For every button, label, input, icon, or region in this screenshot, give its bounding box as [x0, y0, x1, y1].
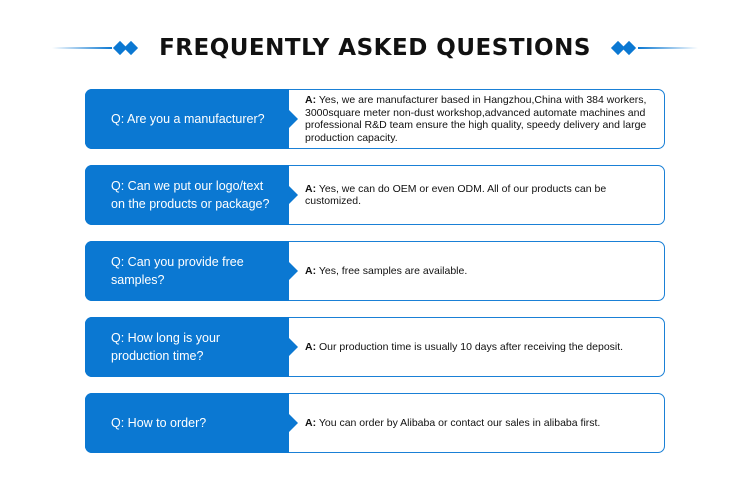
faq-question-text: Q: Can you provide free samples? — [111, 255, 244, 287]
faq-item-logo — [85, 165, 665, 225]
faq-question-text: Q: Can we put our logo/text on the products or package? — [111, 179, 270, 211]
faq-answer-label: A: — [305, 264, 317, 277]
faq-question — [85, 89, 289, 149]
faq-question-text: Q: Are you a manufacturer? — [111, 112, 265, 126]
faq-header — [0, 28, 750, 68]
faq-answer-label: A: — [305, 416, 317, 429]
faq-question — [85, 393, 289, 453]
faq-answer — [305, 394, 664, 452]
faq-item-production-time — [85, 317, 665, 377]
faq-list — [85, 89, 665, 469]
diamond-icon — [124, 41, 138, 55]
faq-answer — [305, 242, 664, 300]
faq-item-manufacturer — [85, 89, 665, 149]
left-diamond-ornament-icon — [114, 40, 140, 56]
faq-answer-text: Yes, we are manufacturer based in Hangzhou,China with 384 workers, 3000square meter non-dust workshop,advanced automate machines and professional R&D team ensure the high quality, speedy delivery and large production capacity. — [305, 94, 647, 144]
left-decorative-line — [52, 47, 112, 49]
faq-answer-label: A: — [305, 340, 317, 353]
faq-question-text: Q: How to order? — [111, 416, 207, 430]
faq-item-order — [85, 393, 665, 453]
right-diamond-ornament-icon — [612, 40, 638, 56]
page-title: FREQUENTLY ASKED QUESTIONS — [159, 35, 591, 61]
faq-answer-text: Yes, we can do OEM or even ODM. All of our products can be customized. — [305, 182, 607, 207]
faq-answer — [305, 318, 664, 376]
faq-question — [85, 241, 289, 301]
faq-answer-text: Our production time is usually 10 days after receiving the deposit. — [316, 340, 624, 353]
faq-answer-text: Yes, free samples are available. — [316, 264, 468, 277]
faq-answer — [305, 166, 664, 224]
faq-answer-label: A: — [305, 182, 317, 195]
diamond-icon — [622, 41, 636, 55]
faq-question-text: Q: How long is your production time? — [111, 331, 221, 363]
faq-question — [85, 317, 289, 377]
faq-answer-text: You can order by Alibaba or contact our sales in alibaba first. — [316, 416, 601, 429]
right-decorative-line — [638, 47, 698, 49]
faq-answer-label: A: — [305, 94, 317, 106]
faq-question — [85, 165, 289, 225]
faq-item-samples — [85, 241, 665, 301]
faq-answer — [305, 90, 664, 148]
